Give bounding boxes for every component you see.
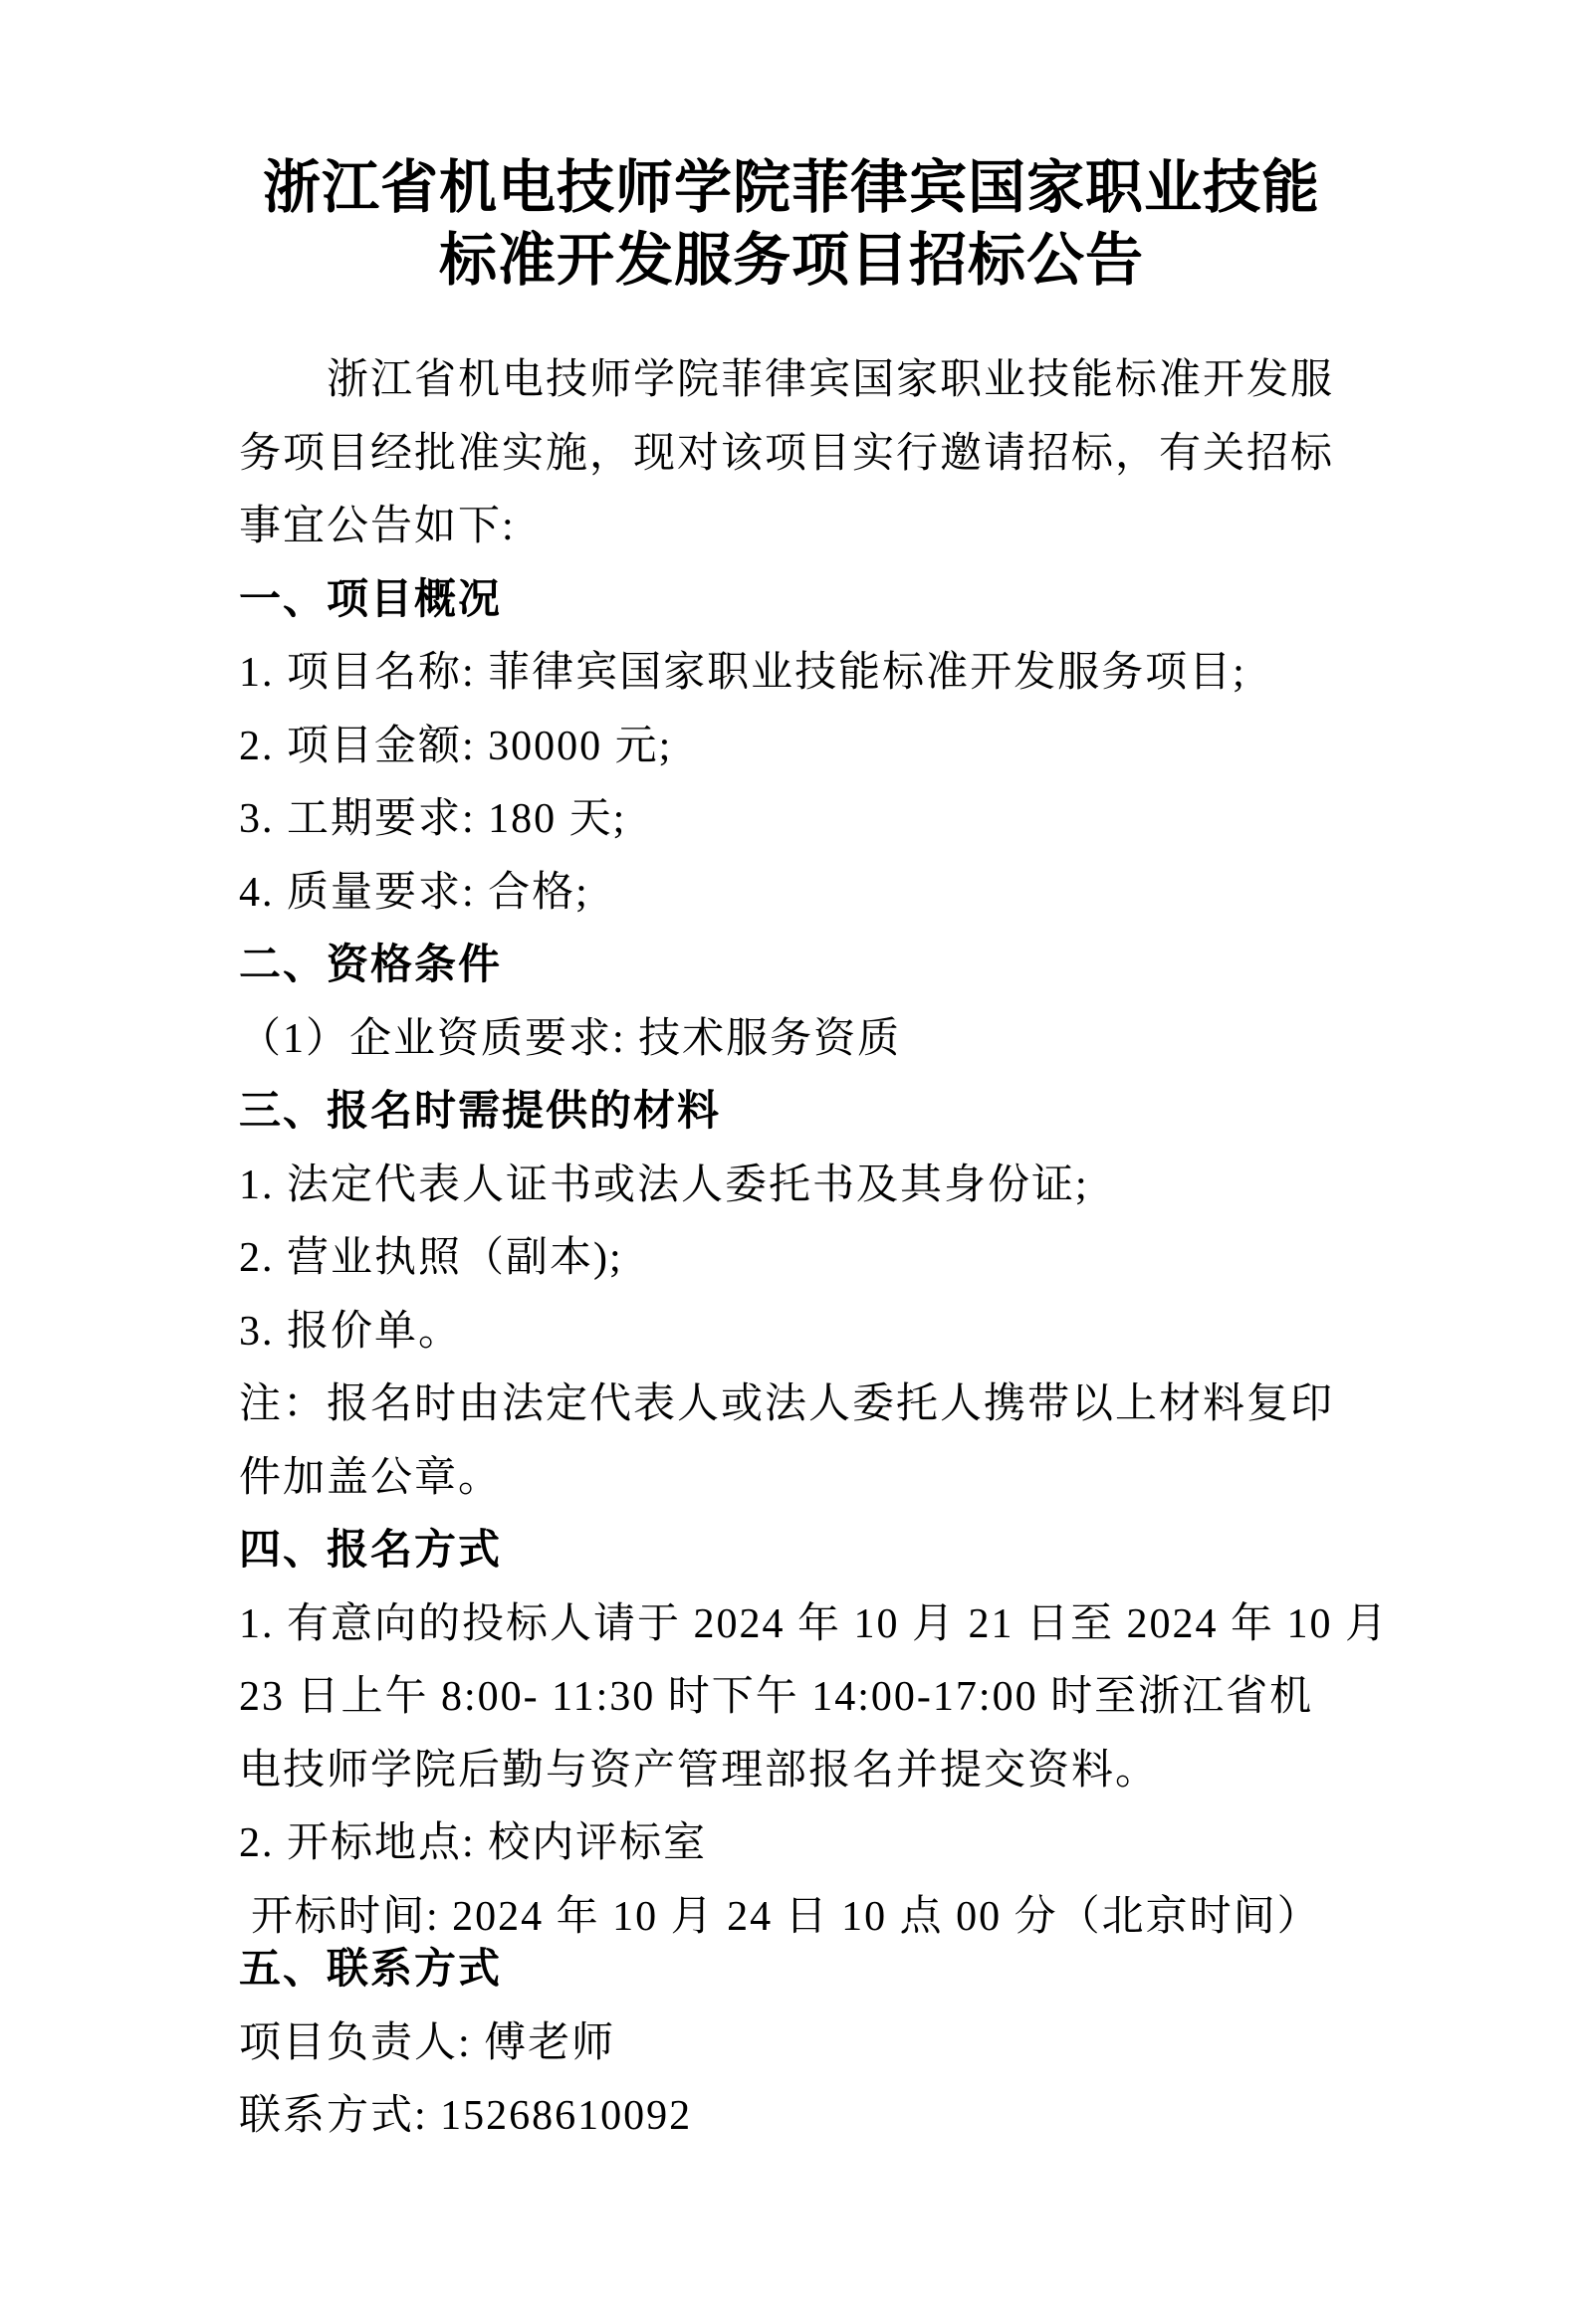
heading-project-overview: 一、项目概况 [239, 576, 503, 623]
item-project-amount: 2. 项目金额: 30000 元; [239, 723, 673, 769]
registration-line-3: 电技师学院后勤与资产管理部报名并提交资料。 [239, 1747, 1160, 1794]
contact-person-line: 项目负责人: 傅老师 [239, 2019, 616, 2066]
contact-phone-line: 联系方式: 15268610092 [239, 2093, 693, 2139]
item-business-license: 2. 营业执照（副本); [239, 1235, 623, 1281]
intro-line-1: 浙江省机电技师学院菲律宾国家职业技能标准开发服 [327, 357, 1335, 403]
item-enterprise-qualification: （1）企业资质要求: 技术服务资质 [239, 1015, 902, 1062]
heading-registration-method: 四、报名方式 [239, 1528, 503, 1574]
registration-line-1: 1. 有意向的投标人请于 2024 年 10 月 21 日至 2024 年 10 月 [239, 1600, 1390, 1647]
page-title [239, 151, 1344, 297]
intro-line-3: 事宜公告如下: [239, 504, 516, 549]
intro-line-2: 务项目经批准实施，现对该项目实行邀请招标，有关招标 [239, 430, 1335, 477]
item-project-name: 1. 项目名称: 菲律宾国家职业技能标准开发服务项目; [239, 650, 1246, 696]
registration-line-2: 23 日上午 8:00- 11:30 时下午 14:00-17:00 时至浙江省机 [239, 1674, 1314, 1720]
title-line-2: 标准开发服务项目招标公告 [438, 228, 1144, 293]
note-line-1: 注：报名时由法定代表人或法人委托人携带以上材料复印 [239, 1381, 1335, 1427]
heading-contact: 五、联系方式 [239, 1947, 503, 1993]
heading-required-materials: 三、报名时需提供的材料 [239, 1089, 722, 1135]
heading-qualification: 二、资格条件 [239, 943, 503, 988]
item-quotation: 3. 报价单。 [239, 1308, 463, 1355]
item-quality-requirement: 4. 质量要求: 合格; [239, 869, 589, 916]
title-line-1: 浙江省机电技师学院菲律宾国家职业技能 [262, 155, 1320, 220]
item-bid-opening-time: 开标时间: 2024 年 10 月 24 日 10 点 00 分（北京时间） [251, 1893, 1321, 1940]
document-content [239, 151, 1390, 2154]
item-duration-requirement: 3. 工期要求: 180 天; [239, 796, 627, 842]
item-bid-opening-place: 2. 开标地点: 校内评标室 [239, 1820, 708, 1866]
title-spacer [239, 297, 1344, 344]
item-legal-rep-certificate: 1. 法定代表人证书或法人委托书及其身份证; [239, 1162, 1089, 1208]
note-line-2: 件加盖公章。 [239, 1454, 503, 1501]
